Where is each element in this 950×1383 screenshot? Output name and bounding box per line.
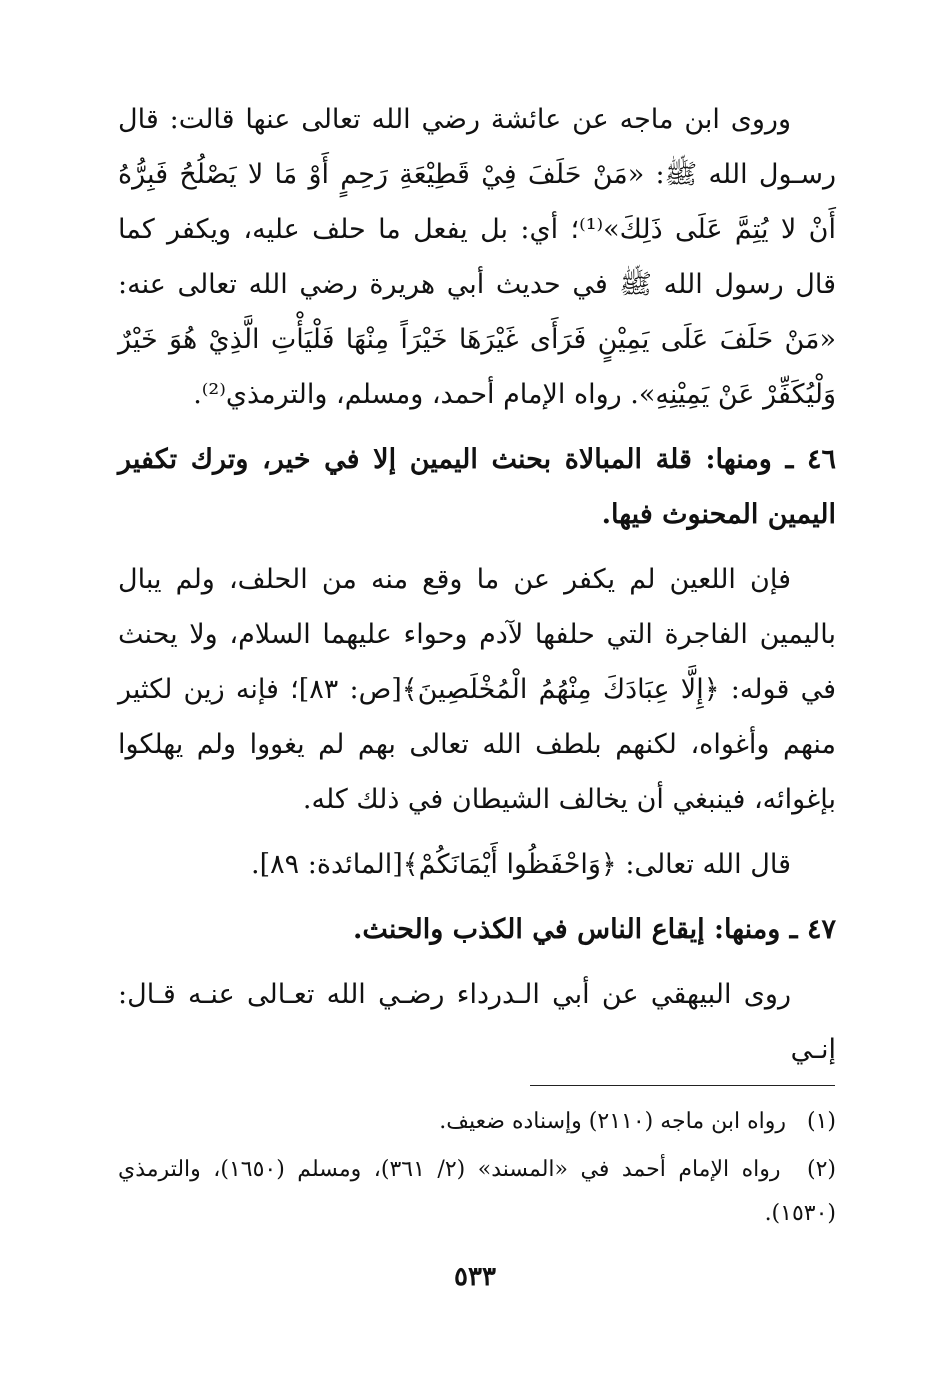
page-body <box>118 92 836 1087</box>
paragraph-bayhaqi: روى البيهقي عن أبي الـدرداء رضـي الله تعـالى عنـه قـال: إنـي <box>118 979 836 1065</box>
paragraph-satan-oath: فإن اللعين لم يكفر عن ما وقع منه من الحلف، ولم يبال باليمين الفاجرة التي حلفها لآدم وحواء عليهما السلام، ولا يحنث في قوله: ﴿إِلَّا عِبَادَكَ مِنْهُمُ الْمُخْلَصِينَ﴾[ص: ٨٣]؛ فإنه زين لكثير منهم وأغواه، لكنهم بلطف الله تعالى بهم لم يغووا ولم يهلكوا بإغوائه، فينبغي أن يخالف الشيطان في ذلك كله. <box>118 564 836 815</box>
footnote-1-text: رواه ابن ماجه (٢١١٠) وإسناده ضعيف. <box>439 1109 786 1134</box>
page-number: ٥٣٣ <box>454 1262 496 1292</box>
footnote-2 <box>118 1148 836 1236</box>
footnote-2-number: (٢) <box>806 1157 836 1182</box>
footnotes <box>118 1100 836 1240</box>
footnote-1-number: (١) <box>806 1109 836 1134</box>
paragraph-quran-verse: قال الله تعالى: ﴿وَاحْفَظُوا أَيْمَانَكُمْ﴾[المائدة: ٨٩]. <box>251 849 791 880</box>
paragraph-aisha-hadith: وروى ابن ماجه عن عائشة رضي الله تعالى عنها قالت: قال رسـول الله ﷺ: «مَنْ حَلَفَ فِيْ قَطِيْعَةِ رَحِمٍ أَوْ مَا لا يَصْلُحُ فَبِرُّهُ أَنْ لا يُتِمَّ عَلَى ذَلِكَ»⁽¹⁾؛ أي: بل يفعل ما حلف عليه، ويكفر كما قال رسول الله ﷺ في حديث أبي هريرة رضي الله تعالى عنه: «مَنْ حَلَفَ عَلَى يَمِيْنٍ فَرَأَى غَيْرَهَا خَيْرَاً مِنْهَا فَلْيَأْتِ الَّذِيْ هُوَ خَيْرٌ وَلْيُكَفِّرْ عَنْ يَمِيْنِهِ». رواه الإمام أحمد، ومسلم، والترمذي⁽²⁾. <box>118 104 836 410</box>
footnote-divider <box>530 1085 835 1086</box>
footnote-1 <box>118 1100 836 1144</box>
heading-47: ٤٧ ـ ومنها: إيقاع الناس في الكذب والحنث. <box>353 914 836 945</box>
footnote-2-text: رواه الإمام أحمد في «المسند» (٢/ ٣٦١)، ومسلم (١٦٥٠)، والترمذي (١٥٣٠). <box>118 1157 836 1226</box>
heading-46: ٤٦ ـ ومنها: قلة المبالاة بحنث اليمين إلا في خير، وترك تكفير اليمين المحنوث فيها. <box>118 444 836 530</box>
